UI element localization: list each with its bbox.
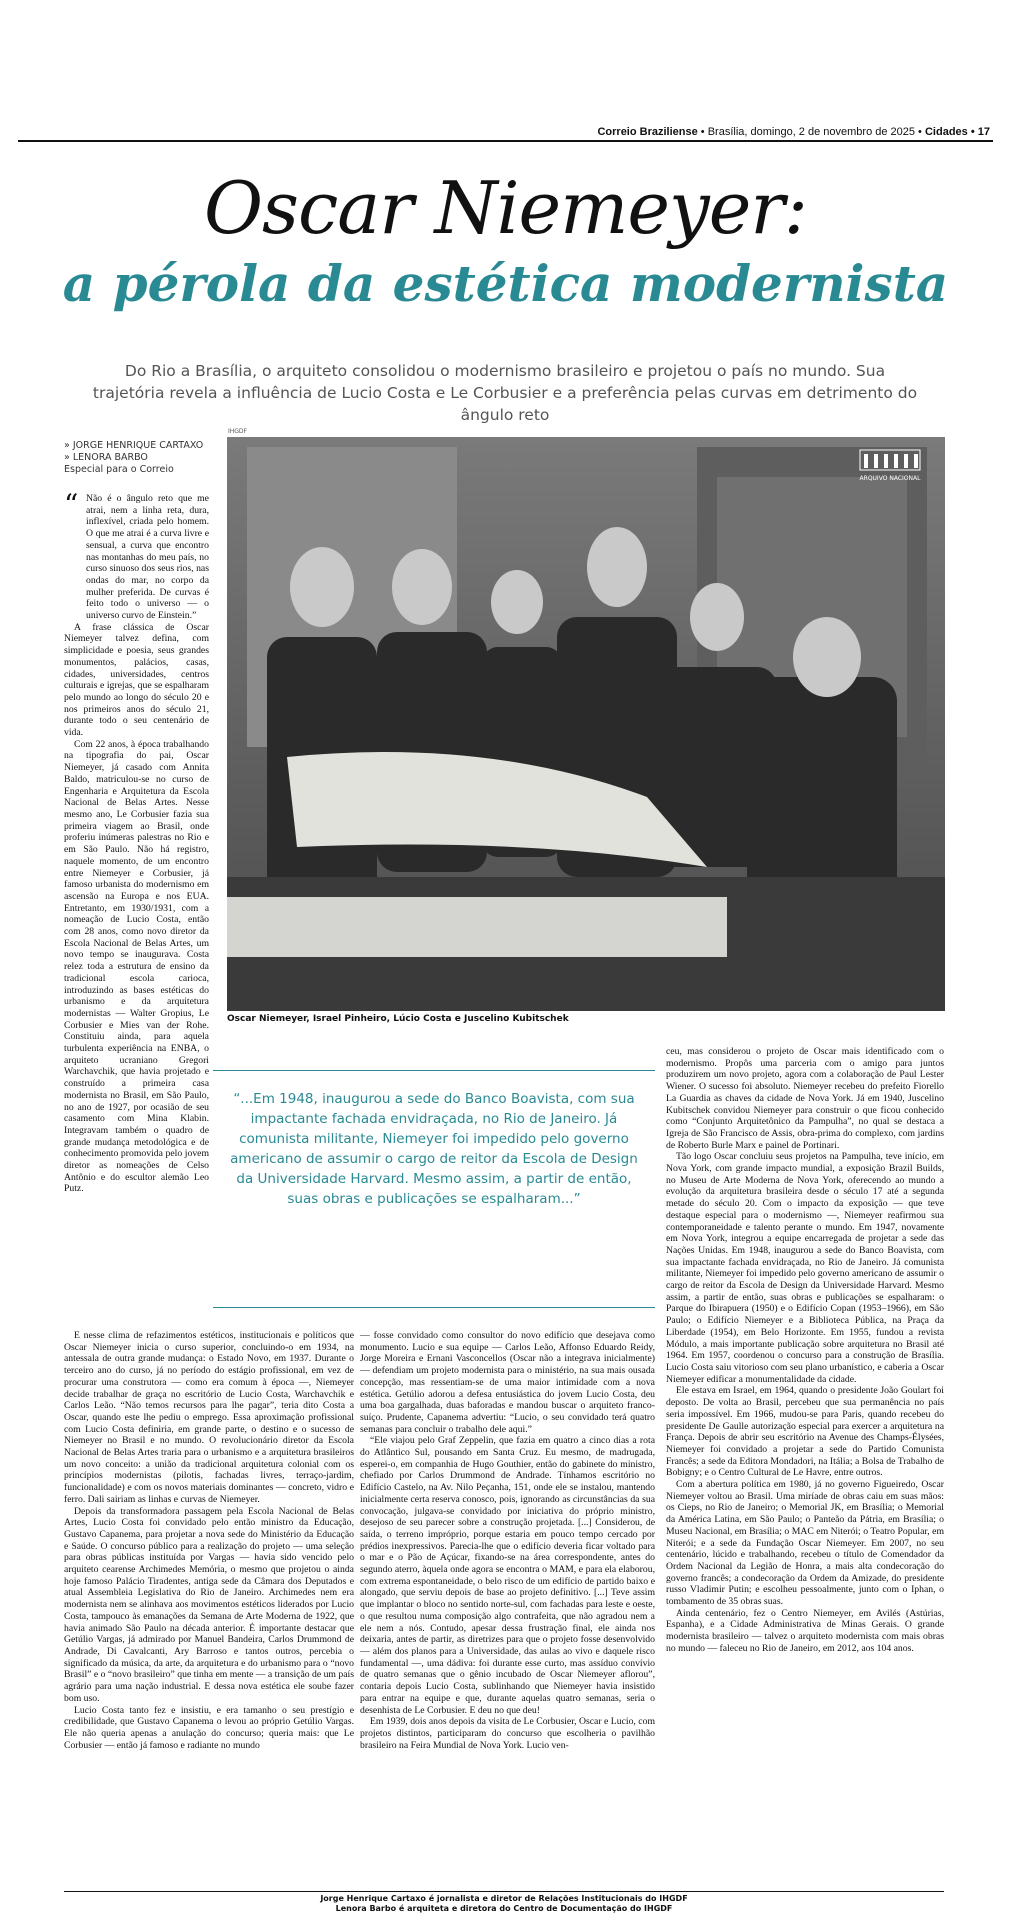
archive-building-icon [850,446,930,486]
archive-label: ARQUIVO NACIONAL [859,475,921,482]
paragraph: Ele estava em Israel, em 1964, quando o presidente João Goulart foi deposto. De volta ao Brasil, percebeu que sua permanência no país seria impossível. Em 1966, mudou-se para Paris, quando recebeu do presidente De Gaulle autorização especial para exercer a arquitetura na França. Depois de abrir seu escritório na Avenue des Champs-Élysées, Niemeyer foi convidado a projetar a sede do Partido Comunista Francês; a sede da Editora Mondadori, na Itália; a Bolsa de Trabalho de Bobigny; e o Centro Cultural de Le Havre, entre outros. [666,1385,944,1479]
article-column-1 [64,493,209,1195]
pull-quote-text: “...Em 1948, inaugurou a sede do Banco Boavista, com sua impactante fachada envidraçada, no Rio de Janeiro. Já comunista militante, Niemeyer foi impedido pelo governo americano de assumir o cargo de reitor da Escola de Design da Universidade Harvard. Mesmo assim, a partir de então, suas obras e publicações se espalharam...” [230,1091,638,1207]
page-number: • 17 [970,126,990,138]
top-rule [18,140,993,142]
opening-quote-mark: “ [64,488,79,521]
paragraph: Em 1939, dois anos depois da visita de Le Corbusier, Oscar e Lucio, com projetos distintos, participaram do concurso que escolheria o pavilhão brasileiro na Feira Mundial de Nova York. Lucio ven- [360,1716,655,1751]
paragraph: E nesse clima de refazimentos estéticos, institucionais e políticos que Oscar Niemeyer inicia o curso superior, concluindo-o em 1934, na antessala de outra grande mudança: o Estado Novo, em 1937. Durante o terceiro ano do curso, já no período do estágio profissional, em vez de procurar uma construtora — como era comum à época —, Niemeyer decide trabalhar de graça no escritório de Lucio Costa, Warchavchik e Carlos Leão. “Não temos recursos para lhe pagar”, teria dito Costa a Oscar, quando este lhe pediu o emprego. Essa aproximação profissional com Lucio Costa definiria, em grande parte, o destino e o sucesso de Niemeyer no Brasil e no mundo. O revolucionário diretor da Escola Nacional de Belas Artes traria para o urbanismo e a arquitetura brasileiros um novo conceito: a união da tradicional arquitetura colonial com os princípios modernistas (pilotis, fachadas livres, terraço-jardim, funcionalidade) e com os novos materiais dominantes — concreto, vidro e ferro. Dali sairiam as linhas e curvas de Niemeyer. [64,1330,354,1505]
paragraph: Depois da transformadora passagem pela Escola Nacional de Belas Artes, Lucio Costa foi convidado pelo então ministro da Educação, Gustavo Capanema, para projetar a nova sede do Ministério da Educação e Saúde. O concurso público para a realização do projeto — uma seleção para obras públicas instituída por Vargas — havia sido vencido pelo arquiteto cearense Archimedes Memória, o mesmo que projetou o ainda hoje famoso Palácio Tiradentes, antiga sede da Câmara dos Deputados e atual Assembleia Legislativa do Rio de Janeiro. Archimedes nem era modernista nem se alinhava aos movimentos estéticos liderados por Lucio Costa, tampouco às emanações da Semana de Arte Moderna de 1922, que havia animado São Paulo na década anterior. É importante destacar que Getúlio Vargas, já admirado por Manuel Bandeira, Carlos Drummond de Andrade, Di Cavalcanti, Ary Barroso e tantos outros, percebia o significado da música, da arte, da arquitetura e do urbanismo para o “novo Brasil” e o “novo brasileiro” que tinha em mente — a transição de um país agrário para uma nação industrial. E dessa nova estética ele soube fazer bom uso. [64,1505,354,1704]
dek: Do Rio a Brasília, o arquiteto consolidou o modernismo brasileiro e projetou o país no mundo. Sua trajetória revela a influência de Lucio Costa e Le Corbusier e a preferência pelas curvas em detrimento do ângulo reto [92,362,918,424]
author-note: Jorge Henrique Cartaxo é jornalista e diretor de Relações Institucionais do IHGDF [320,1894,688,1903]
main-photo [227,437,945,1011]
author-note: Lenora Barbo é arquiteta e diretora do Centro de Documentação do IHGDF [335,1904,673,1913]
byline-note: Especial para o Correio [64,464,174,475]
photo-illustration [227,437,945,1011]
subheadline: a pérola da estética modernista [62,254,949,313]
headline: Oscar Niemeyer: [203,166,807,250]
section-name: Cidades [924,126,968,138]
paragraph: ceu, mas considerou o projeto de Oscar mais identificado com o modernismo. Propôs uma parceria com o amigo para juntos produzirem um novo projeto, agora com a colaboração de Paul Lester Wiener. O sucesso foi absoluto. Niemeyer recebeu do prefeito Fiorello La Guardia as chaves da cidade de Nova York. Já em 1940, Juscelino Kubitschek convidou Niemeyer para construir o que ficou conhecido como “Conjunto Arquitetônico da Pampulha”, no qual se destaca a Igreja de São Francisco de Assis, obra-prima do complexo, com jardins de Roberto Burle Marx e painel de Portinari. [666,1046,944,1151]
byline-author: » LENORA BARBO [64,452,224,464]
paragraph: Com 22 anos, à época trabalhando na tipografia do pai, Oscar Niemeyer, já casado com Annita Baldo, matriculou-se no curso de Engenharia e Arquitetura da Escola Nacional de Belas Artes. Nesse mesmo ano, Le Corbusier fazia sua primeira viagem ao Brasil, onde proferiu inúmeras palestras no Rio e em São Paulo. Não há registro, naquele momento, de um encontro entre Niemeyer e Corbusier, já famoso urbanista do modernismo em ascensão na Europa e nos EUA. Entretanto, em 1930/1931, com a nomeação de Lucio Costa, então com 28 anos, como novo diretor da Escola Nacional de Belas Artes, um novo tempo se inaugurava. Costa relez toda a estrutura de ensino da tradicional escola carioca, introduzindo as bases estéticas do urbanismo e da arquitetura modernistas — Walter Gropius, Le Corbusier e Mies van der Rohe. Constituiu ainda, para aquela turbulenta experiência na ENBA, o arquiteto ucraniano Gregori Warchavchik, que havia projetado e construído a primeira casa modernista no Brasil, em São Paulo, no ano de 1927, por ocasião de seu casamento com Mina Klabin. Integravam também o quadro de grande mudança metodológica e de conhecimento promovida pelo jovem diretor as nomeações de Celso Antônio e do escultor alemão Leo Putz. [64,738,209,1195]
paragraph: “Ele viajou pelo Graf Zeppelin, que fazia em quatro a cinco dias a rota do Atlântico Sul, pousando em Santa Cruz. Eu mesmo, de madrugada, esperei-o, em companhia de Hugo Gouthier, então do gabinete do ministro, chefiado por Carlos Drummond de Andrade. Tínhamos escritório no Edifício Castelo, na Av. Nilo Peçanha, 151, onde ele se instalou, mantendo inicialmente certa reserva conosco, pois, ignorando as circunstâncias da sua convocação, julgava-se convidado por iniciativa do próprio ministro, desejoso de seu parecer sobre a construção projetada. [...] Considerou, de saída, o terreno impróprio, porque estaria em pouco tempo cercado por prédios inexpressivos. Parecia-lhe que o edifício deveria ficar voltado para o mar e o Pão de Açúcar, fixando-se na área correspondente, antes do segundo aterro, àquela onde agora se encontra o MAM, e para ela elaborou, com extrema espontaneidade, o belo risco de um edifício de partido baixo e alongado, que serviu depois de base ao projeto definitivo. [...] Teve assim que implantar o bloco no sentido norte-sul, com fachadas para leste e oeste, o que resultou numa composição algo contrafeita, que não agradou nem a ele nem a nós. Contudo, apesar dessa frustração final, ele ainda nos deixaria, antes de partir, as diretrizes para que o projeto fosse desenvolvido — além dos planos para a Universidade, das aulas ao vivo e daquele risco fundamental —, uma dádiva: foi durante esse curto, mas assíduo convívio de quatro semanas que o gênio incubado de Oscar Niemeyer aflorou”, contaria depois Lucio Costa, sublinhando que Niemeyer havia insistido para entrar na equipe e que, durante aquelas quatro semanas, seria o desenhista de Le Corbusier. E deu no que deu! [360,1435,655,1716]
paragraph: Ainda centenário, fez o Centro Niemeyer, em Avilés (Astúrias, Espanha), e a Cidade Administrativa de Minas Gerais. O grande modernista brasileiro — talvez o arquiteto modernista com mais obras no mundo — faleceu no Rio de Janeiro, em 2012, aos 104 anos. [666,1607,944,1654]
article-column-2 [64,1330,354,1751]
footer-rule [64,1891,944,1892]
paragraph: A frase clássica de Oscar Niemeyer talvez defina, com simplicidade e poesia, seus grandes monumentos, palácios, casas, cidades, universidades, centros culturais e igrejas, que se espalharam pelo mundo ao longo do século 20 e nos primeiros anos do século 21, durante todo o seu centenário de vida. [64,621,209,739]
photo-caption: Oscar Niemeyer, Israel Pinheiro, Lúcio Costa e Juscelino Kubitschek [227,1014,569,1024]
bylines [64,440,224,476]
newspaper-name: Correio Braziliense [597,126,698,138]
byline-author: » JORGE HENRIQUE CARTAXO [64,440,224,452]
paragraph: Com a abertura política em 1980, já no governo Figueiredo, Oscar Niemeyer voltou ao Brasil. Uma miríade de obras caiu em suas mãos: os Cieps, no Rio de Janeiro; o Memorial JK, em Brasília; o Memorial da América Latina, em São Paulo; o Panteão da Pátria, em Brasília; o Museu Nacional, em Brasília; o MAC em Niterói; o Teatro Popular, em Niterói; e a sede da Fundação Oscar Niemeyer. Em 2007, no seu centenário, lúcido e trabalhando, recebeu o título de Comendador da Ordem Nacional da Legião de Honra, a mais alta condecoração do governo francês; a condecoração da Ordem da Amizade, do presidente russo Vladimir Putin; e escolheu pessoalmente, junto com o Iphan, o tombamento de 35 obras suas. [666,1479,944,1608]
archive-logo [850,446,930,486]
paragraph: — fosse convidado como consultor do novo edifício que desejava como monumento. Lucio e sua equipe — Carlos Leão, Affonso Eduardo Reidy, Jorge Moreira e Ernani Vasconcellos (Oscar não a integrava inicialmente) — defendiam um projeto modernista para o ministério, na sua mais ousada concepção, mas ressentiam-se de uma maior intimidade com a nova estética. Getúlio adorou a defesa entusiástica do jovem Lucio Costa, deu uma boa gargalhada, duas baforadas e mandou buscar o arquiteto franco-suíço. Prudente, Capanema advertiu: “Lucio, o seu convidado terá quatro semanas para concluir o trabalho dele aqui.” [360,1330,655,1435]
page-folio [560,126,990,138]
author-notes [64,1894,944,1914]
article-column-3 [360,1330,655,1751]
paragraph: Lucio Costa tanto fez e insistiu, e era tamanho o seu prestígio e credibilidade, que Gustavo Capanema o levou ao próprio Getúlio Vargas. Ele não queria apenas a anulação do concurso; queria mais: que Le Corbusier — então já famoso e radiante no mundo [64,1704,354,1751]
pull-quote [213,1070,655,1308]
photo-credit: IHGDF [228,428,248,435]
place-date: • Brasília, domingo, 2 de novembro de 2025 • [700,126,922,138]
paragraph: Não é o ângulo reto que me atrai, nem a linha reta, dura, inflexível, criada pelo homem. O que me atrai é a curva livre e sensual, a curva que encontro nas montanhas do meu país, no curso sinuoso dos seus rios, nas ondas do mar, no corpo da mulher preferida. De curvas é feito todo o universo — o universo curvo de Einstein.” [86,493,209,622]
paragraph: Tão logo Oscar concluiu seus projetos na Pampulha, teve início, em Nova York, com grande impacto mundial, a exposição Brazil Builds, no Museu de Arte Moderna de Nova York, oferecendo ao mundo a evolução da arquitetura brasileira desde o século 17 até a segunda metade do século 20. Com o impacto da exposição — que teve destaque especial para o modernismo —, Niemeyer reafirmou sua contemporaneidade e talento perante o mundo. Em 1947, novamente em Nova York, integrou a equipe encarregada de projetar a sede das Nações Unidas. Em 1948, inaugurou a sede do Banco Boavista, com sua impactante fachada envidraçada, no Rio de Janeiro. Já comunista militante, Niemeyer foi impedido pelo governo americano de assumir o cargo de reitor da Escola de Design da Universidade Harvard. Mesmo assim, a partir de então, suas obras e publicações se espalharam: o Parque do Ibirapuera (1950) e o Edifício Copan (1953–1966), em São Paulo; o Edifício Niemeyer e a Biblioteca Pública, na Praça da Liberdade (1954), em Belo Horizonte. Em 1955, fundou a revista Módulo, a mais importante publicação sobre arquitetura no Brasil até 1964. Em 1957, coordenou o concurso para a construção de Brasília. Lucio Costa saiu vitorioso com seu plano urbanístico, e caberia a Oscar Niemeyer edificar a monumentalidade da cidade. [666,1151,944,1385]
article-column-4 [666,1046,944,1655]
